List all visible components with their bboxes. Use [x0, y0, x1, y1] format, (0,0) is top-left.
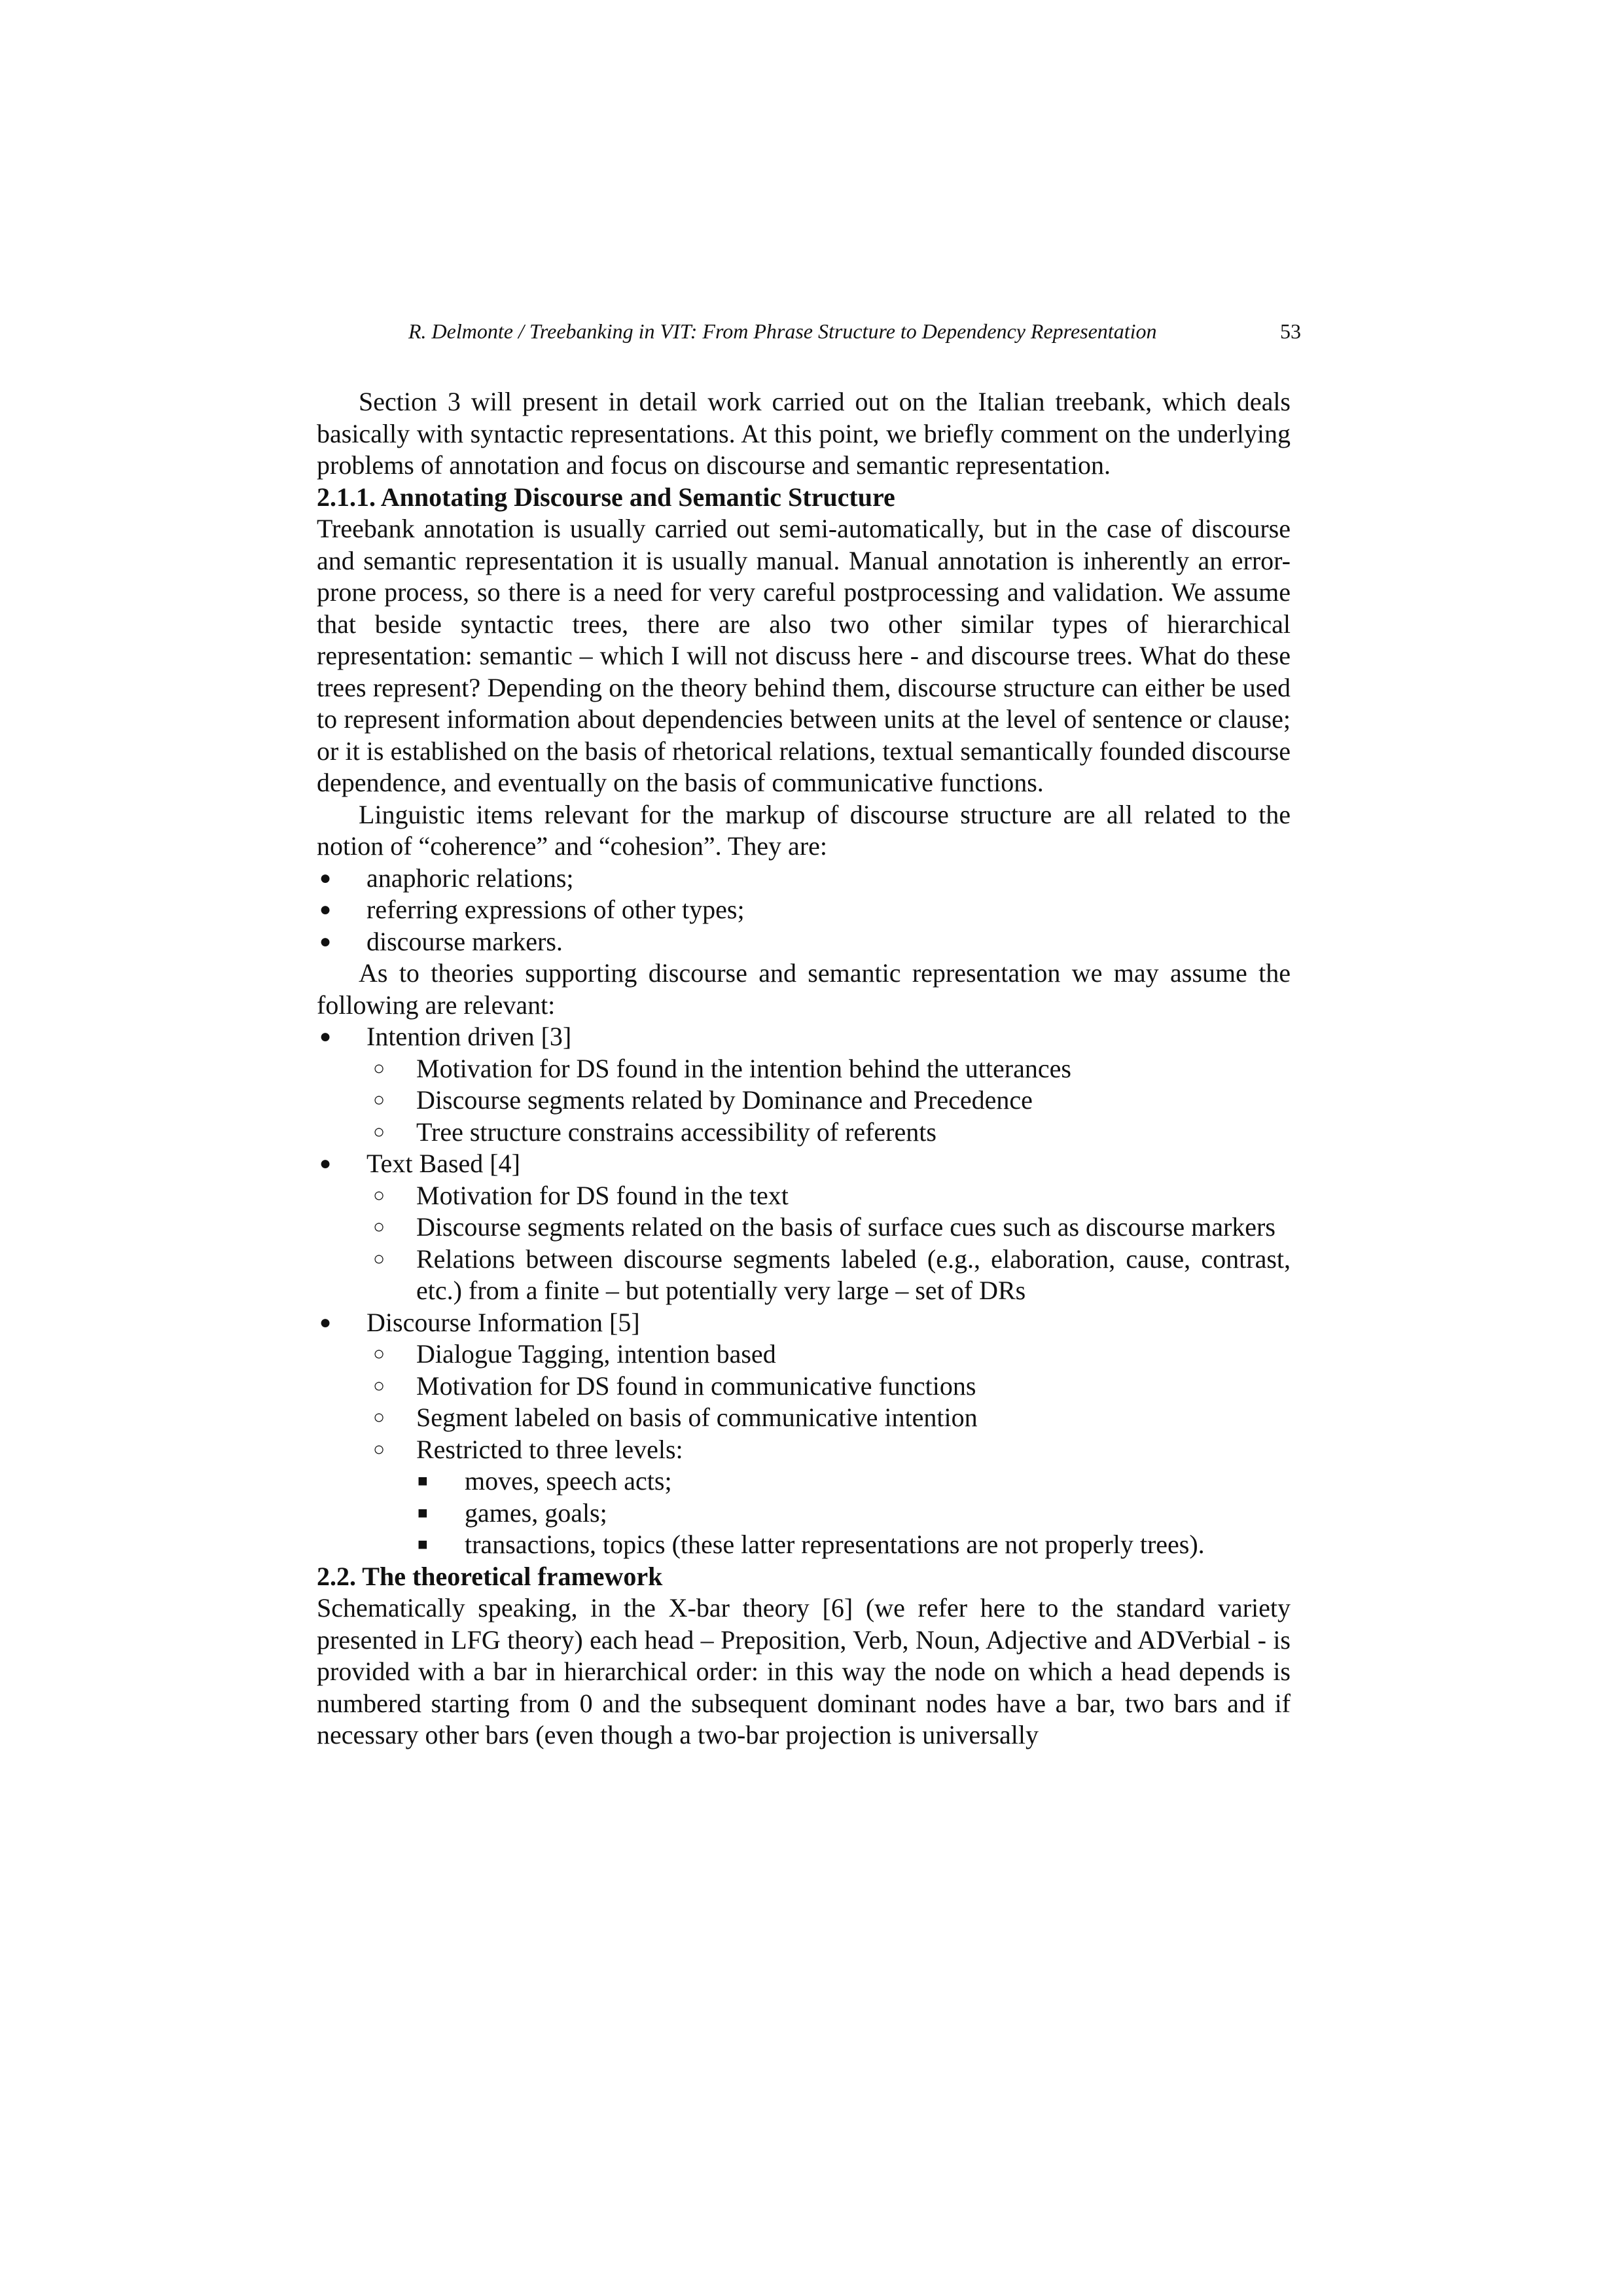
sub-list-item-text: Segment labeled on basis of communicative intention	[416, 1403, 978, 1432]
sub-sub-list-item-text: transactions, topics (these latter representations are not properly trees).	[465, 1530, 1205, 1559]
list-item	[317, 926, 1291, 958]
sub-list-item	[366, 1244, 1291, 1307]
sub-sub-list-item-text: moves, speech acts;	[465, 1466, 672, 1496]
circle-bullet-icon: ○	[373, 1089, 385, 1111]
sub-list-item	[366, 1338, 1291, 1371]
square-bullet-icon: ■	[418, 1471, 428, 1490]
sub-list-item	[366, 1053, 1291, 1085]
list-item-text: anaphoric relations;	[366, 863, 574, 893]
intro-paragraph: Section 3 will present in detail work carried out on the Italian treebank, which deals basically with syntactic representations. At this point, we briefly comment on the underlying problems of annotation and focus on discourse and semantic representation.	[317, 387, 1291, 480]
sub-list-item	[366, 1371, 1291, 1403]
sub-list-item	[366, 1402, 1291, 1434]
circle-bullet-icon: ○	[373, 1343, 385, 1365]
bullet-icon: ●	[319, 1026, 332, 1047]
page-body	[317, 386, 1291, 1751]
sub-sub-list-item	[416, 1529, 1291, 1561]
sub-list-item	[366, 1117, 1291, 1149]
bullet-icon: ●	[319, 899, 332, 920]
paragraph: Linguistic items relevant for the markup of discourse structure are all related to the notion of “coherence” and “cohesion”. They are:	[317, 799, 1291, 861]
sub-list-item-text: Discourse segments related on the basis of surface cues such as discourse markers	[416, 1212, 1275, 1242]
theories-list	[317, 1021, 1291, 1561]
running-header: R. Delmonte / Treebanking in VIT: From Phrase Structure to Dependency Representation	[408, 319, 1157, 343]
sub-list-item-text: Discourse segments related by Dominance and Precedence	[416, 1085, 1033, 1115]
circle-bullet-icon: ○	[373, 1407, 385, 1428]
circle-bullet-icon: ○	[373, 1438, 385, 1460]
sub-list-item-text: Restricted to three levels:	[416, 1434, 683, 1464]
sub-list	[366, 1053, 1291, 1149]
list-item	[317, 894, 1291, 926]
page-number: 53	[1280, 319, 1301, 343]
circle-bullet-icon: ○	[373, 1184, 385, 1206]
section-heading-2-1-1: 2.1.1. Annotating Discourse and Semantic Structure	[317, 482, 895, 512]
sub-list	[366, 1180, 1291, 1307]
list-item-text: Text Based [4]	[366, 1149, 520, 1178]
list-item-text: discourse markers.	[366, 926, 563, 956]
sub-list	[366, 1338, 1291, 1561]
circle-bullet-icon: ○	[373, 1247, 385, 1270]
sub-sub-list-item	[416, 1465, 1291, 1498]
sub-list-item-text: Relations between discourse segments labeled (e.g., elaboration, cause, contrast, etc.) from a finite – but potentially very large – set of DRs	[416, 1244, 1291, 1305]
bullet-icon: ●	[319, 930, 332, 952]
bullet-icon: ●	[319, 867, 332, 889]
sub-list-item-text: Dialogue Tagging, intention based	[416, 1339, 776, 1369]
list-item	[317, 1021, 1291, 1148]
sub-list-item-text: Tree structure constrains accessibility of referents	[416, 1117, 936, 1147]
circle-bullet-icon: ○	[373, 1216, 385, 1238]
paragraph: As to theories supporting discourse and semantic representation we may assume the following are relevant:	[317, 958, 1291, 1020]
sub-list-item	[366, 1211, 1291, 1244]
list-item-text: Intention driven [3]	[366, 1022, 572, 1051]
sub-list-item-text: Motivation for DS found in the text	[416, 1180, 789, 1210]
list-item-text: referring expressions of other types;	[366, 895, 745, 924]
list-item	[317, 863, 1291, 895]
sub-list-item-text: Motivation for DS found in the intention behind the utterances	[416, 1053, 1071, 1083]
sub-sub-list	[416, 1465, 1291, 1561]
sub-list-item-text: Motivation for DS found in communicative functions	[416, 1371, 976, 1401]
sub-list-item	[366, 1434, 1291, 1561]
sub-sub-list-item	[416, 1498, 1291, 1530]
sub-list-item	[366, 1085, 1291, 1117]
bullet-icon: ●	[319, 1153, 332, 1174]
list-item-text: Discourse Information [5]	[366, 1307, 640, 1337]
section-heading-2-2: 2.2. The theoretical framework	[317, 1561, 663, 1591]
circle-bullet-icon: ○	[373, 1057, 385, 1079]
circle-bullet-icon: ○	[373, 1121, 385, 1143]
circle-bullet-icon: ○	[373, 1374, 385, 1397]
discourse-items-list	[317, 863, 1291, 958]
sub-list-item	[366, 1180, 1291, 1212]
list-item	[317, 1307, 1291, 1561]
square-bullet-icon: ■	[418, 1503, 428, 1522]
paragraph: Treebank annotation is usually carried out semi-automatically, but in the case of discourse and semantic representation it is usually manual. Manual annotation is inherently an error-prone process, so there is a need for very careful postprocessing and validation. We assume that beside syntactic trees, there are also two other similar types of hierarchical representation: semantic – which I will not discuss here - and discourse trees. What do these trees represent? Depending on the theory behind them, discourse structure can either be used to represent information about dependencies between units at the level of sentence or clause; or it is established on the basis of rhetorical relations, textual semantically founded discourse dependence, and eventually on the basis of communicative functions.	[317, 514, 1291, 797]
paragraph: Schematically speaking, in the X-bar theory [6] (we refer here to the standard variety presented in LFG theory) each head – Preposition, Verb, Noun, Adjective and ADVerbial - is provided with a bar in hierarchical order: in this way the node on which a head depends is numbered starting from 0 and the subsequent dominant nodes have a bar, two bars and if necessary other bars (even though a two-bar projection is universally	[317, 1593, 1291, 1749]
sub-sub-list-item-text: games, goals;	[465, 1498, 607, 1528]
list-item	[317, 1148, 1291, 1307]
bullet-icon: ●	[319, 1311, 332, 1333]
square-bullet-icon: ■	[418, 1535, 428, 1554]
